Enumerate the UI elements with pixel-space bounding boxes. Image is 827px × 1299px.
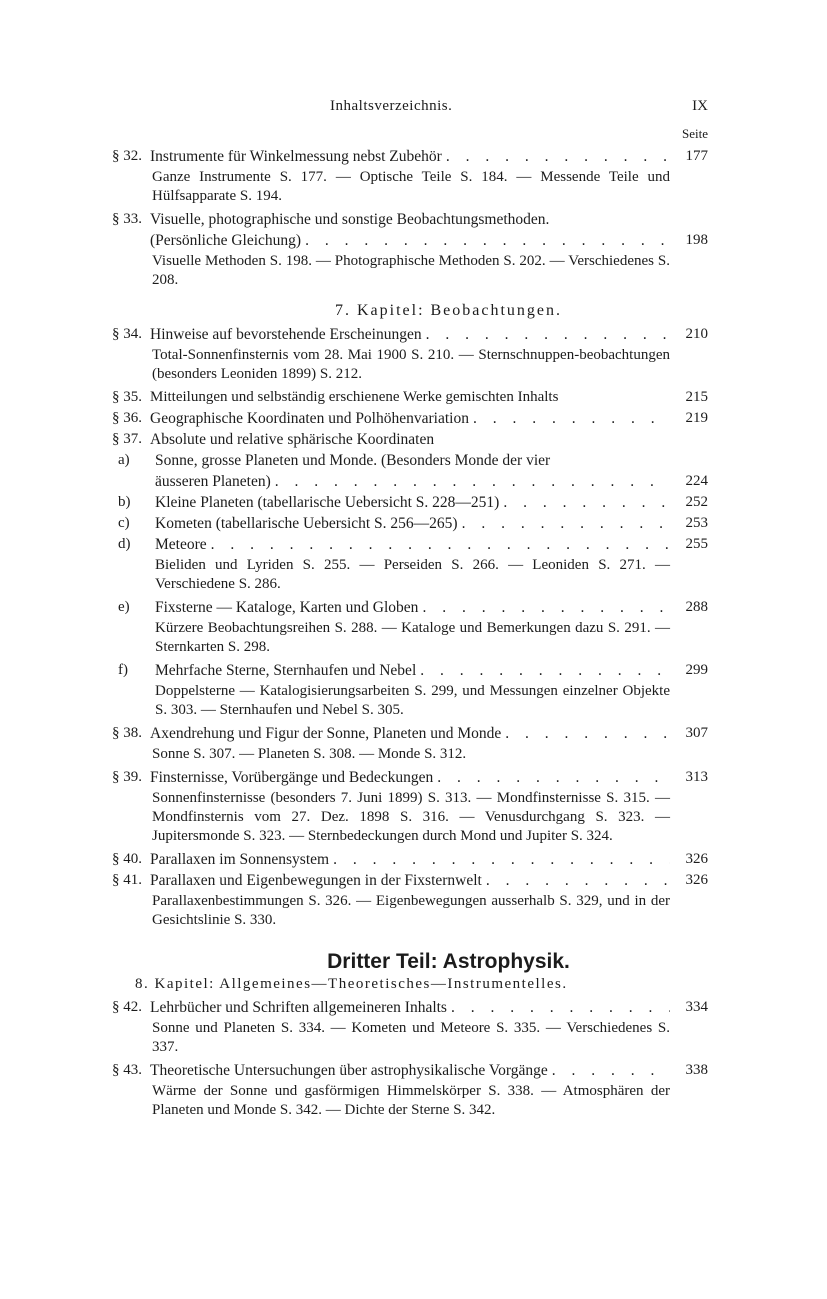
sub-letter: a): [118, 452, 130, 468]
entry-detail: Visuelle Methoden S. 198. — Photographische Methoden S. 202. — Verschiedenes S. 208.: [152, 253, 670, 288]
page-ref: 215: [685, 389, 708, 405]
page-ref: 307: [685, 725, 708, 741]
section-number: § 40.: [112, 851, 142, 867]
entry-title: Hinweise auf bevorstehende Erscheinungen: [150, 326, 422, 343]
toc-entry-38: [0, 723, 827, 764]
page-ref: 177: [685, 148, 708, 164]
section-number: § 38.: [112, 725, 142, 741]
entry-detail: Kürzere Beobachtungsreihen S. 288. — Kataloge und Bemerkungen dazu S. 291. — Sternkarten S. 298.: [155, 620, 670, 655]
entry-title-line1: Visuelle, photographische und sonstige Beobachtungsmethoden.: [150, 211, 550, 228]
section-number: § 42.: [112, 999, 142, 1015]
toc-entry-37: [0, 429, 827, 450]
toc-subentry-c: [0, 513, 827, 534]
page-ref: 253: [685, 515, 708, 531]
entry-title: Mehrfache Sterne, Sternhaufen und Nebel: [155, 662, 417, 679]
entry-detail: Sonne S. 307. — Planeten S. 308. — Monde S. 312.: [152, 746, 467, 762]
entry-title: Absolute und relative sphärische Koordinaten: [150, 431, 435, 448]
entry-title: Fixsterne — Kataloge, Karten und Globen: [155, 599, 419, 616]
entry-title: Lehrbücher und Schriften allgemeineren Inhalts: [150, 999, 447, 1016]
entry-title: Theoretische Untersuchungen über astrophysikalische Vorgänge: [150, 1062, 548, 1079]
entry-title: Instrumente für Winkelmessung nebst Zubehör: [150, 148, 442, 165]
entry-title: Kometen (tabellarische Uebersicht S. 256—265): [155, 515, 458, 532]
toc-entry-33: [0, 209, 827, 290]
entry-title: Meteore: [155, 536, 207, 553]
section-number: § 34.: [112, 326, 142, 342]
section-number: § 39.: [112, 769, 142, 785]
toc-entry-43: [0, 1060, 827, 1120]
toc-entry-35: [0, 387, 827, 408]
entry-detail: Bieliden und Lyriden S. 255. — Perseiden S. 266. — Leoniden S. 271. — Verschiedene S. 286.: [155, 557, 670, 592]
page-ref: 198: [685, 232, 708, 248]
entry-title: Axendrehung und Figur der Sonne, Planeten und Monde: [150, 725, 502, 742]
section-number: § 43.: [112, 1062, 142, 1078]
sub-letter: f): [118, 662, 128, 678]
page-ref: 334: [685, 999, 708, 1015]
running-title: Inhaltsverzeichnis.: [330, 98, 453, 114]
page-ref: 219: [685, 410, 708, 426]
toc-entry-32: [0, 146, 827, 206]
entry-detail: Parallaxenbestimmungen S. 326. — Eigenbewegungen ausserhalb S. 329, und in der Gesichtslinie S. 330.: [152, 893, 670, 928]
toc-entry-40: [0, 849, 827, 870]
toc-entry-41: [0, 870, 827, 930]
entry-detail: Ganze Instrumente S. 177. — Optische Teile S. 184. — Messende Teile und Hülfsapparate S. 194.: [152, 169, 670, 204]
entry-detail: Wärme der Sonne und gasförmigen Himmelskörper S. 338. — Atmosphären der Planeten und Monde S. 342. — Dichte der Sterne S. 342.: [152, 1083, 670, 1118]
entry-title: Mitteilungen und selbständig erschienene Werke gemischten Inhalts: [150, 389, 559, 405]
page-ref: 313: [685, 769, 708, 785]
page-ref: 299: [685, 662, 708, 678]
entry-detail: Doppelsterne — Katalogisierungsarbeiten S. 299, und Messungen einzelner Objekte S. 303. — Sternhaufen und Nebel S. 305.: [155, 683, 670, 718]
sub-letter: e): [118, 599, 130, 615]
toc-entry-36: [0, 408, 827, 429]
section-number: § 32.: [112, 148, 142, 164]
toc-subentry-b: [0, 492, 827, 513]
page-column-label: Seite: [682, 126, 708, 141]
sub-letter: d): [118, 536, 131, 552]
entry-title: Kleine Planeten (tabellarische Uebersicht S. 228—251): [155, 494, 500, 511]
page-ref: 210: [685, 326, 708, 342]
toc-subentry-a: [0, 450, 827, 492]
toc-entry-34: [0, 324, 827, 384]
section-number: § 36.: [112, 410, 142, 426]
toc-subentry-d: [0, 534, 827, 594]
toc-entry-39: [0, 767, 827, 846]
entry-title: Parallaxen und Eigenbewegungen in der Fixsternwelt: [150, 872, 482, 889]
entry-title: Finsternisse, Vorübergänge und Bedeckungen: [150, 769, 434, 786]
entry-title: (Persönliche Gleichung): [150, 232, 302, 249]
sub-letter: b): [118, 494, 131, 510]
entry-title: Parallaxen im Sonnensystem: [150, 851, 330, 868]
entry-detail: Sonnenfinsternisse (besonders 7. Juni 1899) S. 313. — Mondfinsternisse S. 315. — Mondfinsternis vom 27. Dez. 1898 S. 316. — Venusdurchgang S. 323. — Jupitersmonde S. 323. — Sternbedeckungen durch Mond und Jupiter S. 324.: [152, 790, 670, 844]
chapter-heading-8: 8. Kapitel: Allgemeines—Theoretisches—Instrumentelles.: [135, 976, 568, 992]
section-number: § 35.: [112, 389, 142, 405]
toc-subentry-e: [0, 597, 827, 657]
entry-title: Geographische Koordinaten und Polhöhenvariation: [150, 410, 469, 427]
section-number: § 33.: [112, 211, 142, 227]
toc-entry-42: [0, 997, 827, 1057]
entry-detail: Total-Sonnenfinsternis vom 28. Mai 1900 S. 210. — Sternschnuppen-beobachtungen (besonders Leoniden 1899) S. 212.: [152, 347, 670, 382]
table-of-contents: [0, 146, 827, 1123]
section-number: § 41.: [112, 872, 142, 888]
page-ref: 255: [685, 536, 708, 552]
page-ref: 326: [685, 851, 708, 867]
section-number: § 37.: [112, 431, 142, 447]
sub-letter: c): [118, 515, 130, 531]
chapter-heading-7: 7. Kapitel: Beobachtungen.: [334, 302, 563, 319]
entry-detail: Sonne und Planeten S. 334. — Kometen und Meteore S. 335. — Verschiedenes S. 337.: [152, 1020, 670, 1055]
part-heading: Dritter Teil: Astrophysik.: [327, 950, 570, 973]
page-number: IX: [692, 98, 708, 114]
toc-subentry-f: [0, 660, 827, 720]
page-ref: 326: [685, 872, 708, 888]
page-ref: 224: [685, 473, 708, 489]
page-ref: 288: [685, 599, 708, 615]
page-ref: 252: [685, 494, 708, 510]
entry-title: äusseren Planeten): [155, 473, 271, 490]
entry-title-line1: Sonne, grosse Planeten und Monde. (Besonders Monde der vier: [155, 452, 551, 469]
page-ref: 338: [685, 1062, 708, 1078]
